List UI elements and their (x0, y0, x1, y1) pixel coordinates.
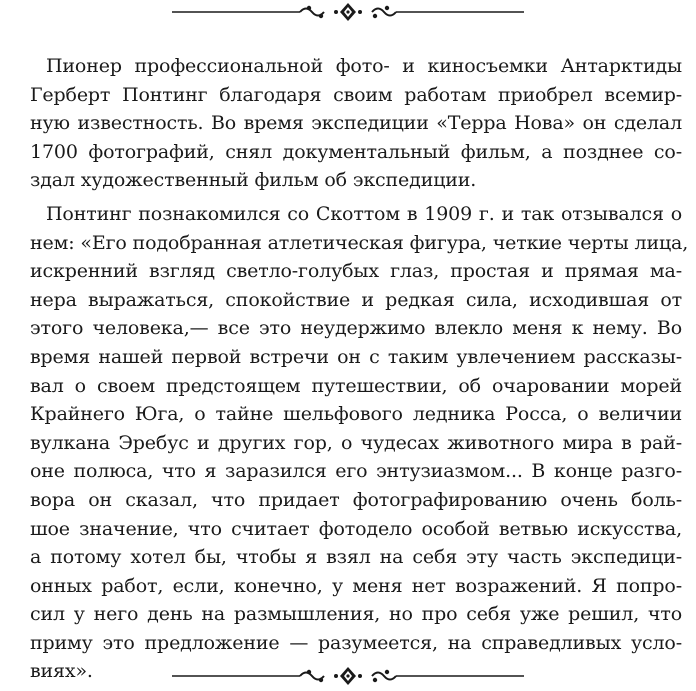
bottom-ornament (0, 664, 696, 688)
scroll-flourish-icon (0, 0, 696, 24)
text-line: шое значение, что считает фотодело особой ветвью искусства, (30, 517, 682, 540)
text-line: этого человека,— все это неудержимо влекло меня к нему. Во (30, 317, 682, 340)
text-line: время нашей первой встречи он с таким увлечением рассказы- (30, 345, 682, 368)
article-text (14, 52, 689, 691)
text-line: вулкана Эребус и других гор, о чудесах животного мира в рай- (30, 431, 682, 454)
paragraph-2 (14, 200, 689, 686)
text-line: Герберт Понтинг благодаря своим работам приобрел всемир- (30, 83, 682, 106)
text-line: ную известность. Во время экспедиции «Терра Нова» он сделал (30, 112, 682, 135)
paragraph-1 (14, 52, 682, 195)
text-line: вал о своем предстоящем путешествии, об очаровании морей (30, 374, 682, 397)
text-line: Понтинг познакомился со Скоттом в 1909 г. и так отзывался о (46, 202, 682, 225)
text-line: Пионер профессиональной фото- и киносъемки Антарктиды (46, 55, 682, 77)
text-line: вора он сказал, что придает фотографированию очень боль- (30, 488, 682, 511)
text-line: приму это предложение — разумеется, на справедливых усло- (30, 631, 682, 654)
text-line: нера выражаться, спокойствие и редкая сила, исходившая от (30, 288, 682, 311)
text-line: виях». (30, 660, 93, 683)
text-line: Крайнего Юга, о тайне шельфового ледника Росса, о величии (30, 403, 682, 426)
top-ornament (0, 0, 696, 24)
text-line: оне полюса, что я заразился его энтузиазмом... В конце разго- (30, 460, 682, 483)
text-line: нем: «Его подобранная атлетическая фигура, четкие черты лица, (30, 231, 689, 254)
text-line: искренний взгляд светло-голубых глаз, простая и прямая ма- (30, 260, 682, 283)
text-line: 1700 фотографий, снял документальный фильм, а позднее со- (30, 140, 682, 163)
scroll-flourish-icon (0, 664, 696, 688)
text-line: сил у него день на размышления, но про себя уже решил, что (30, 603, 682, 626)
text-line: а потому хотел бы, чтобы я взял на себя эту часть экспедици- (30, 546, 682, 569)
text-line: здал художественный фильм об экспедиции. (30, 169, 477, 192)
text-line: онных работ, если, конечно, у меня нет возражений. Я попро- (30, 574, 682, 597)
